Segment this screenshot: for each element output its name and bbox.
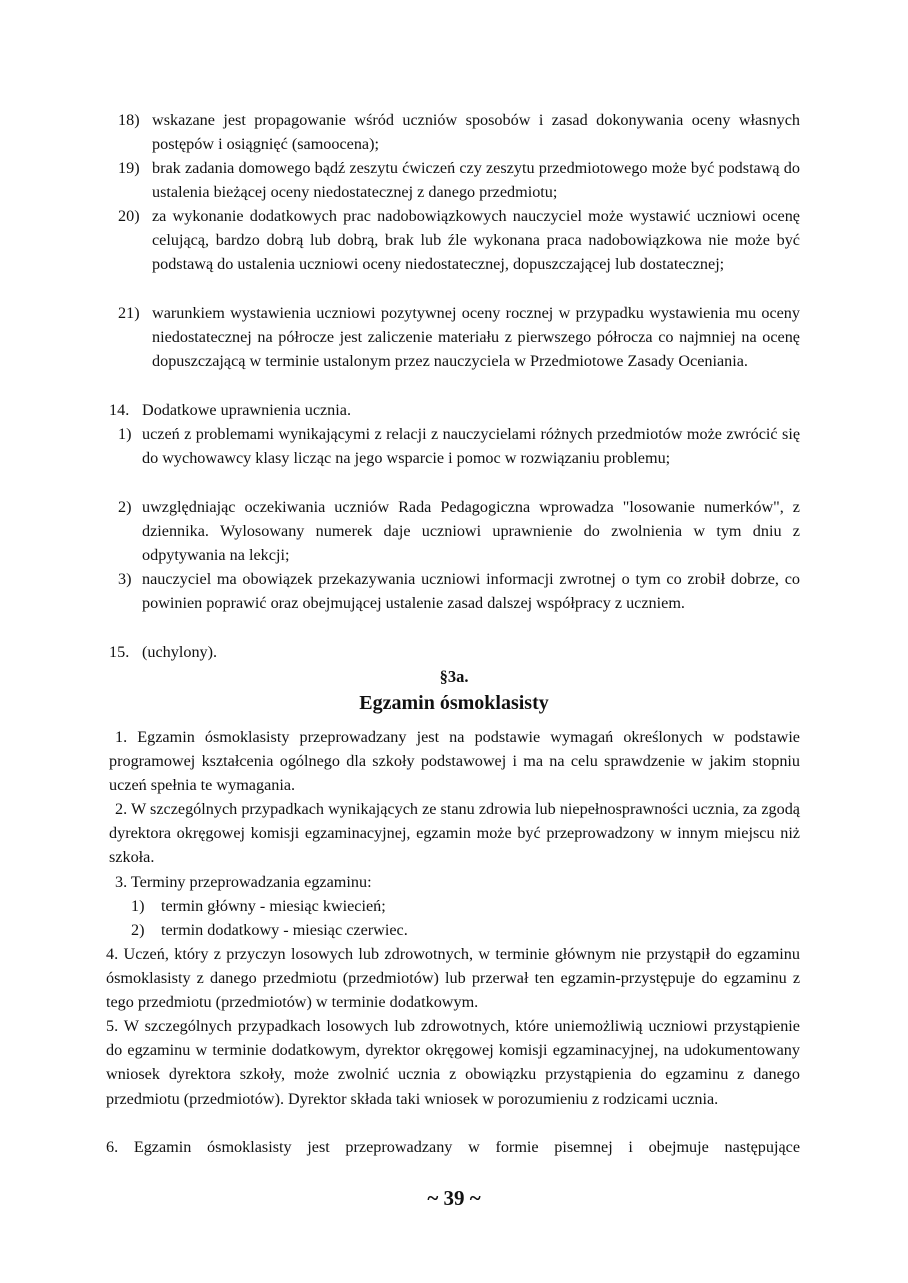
list-item-text: za wykonanie dodatkowych prac nadobowiązkowych nauczyciel może wystawić uczniowi ocenę celującą, bardzo dobrą lub dobrą, brak lub źle wykonana praca nadobowiązkowa nie może być podstawą do ustalenia uczniowi oceny niedostatecznej, dopuszczającej lub dostatecznej; bbox=[152, 207, 800, 274]
list-item-21 bbox=[118, 301, 800, 374]
list-item-text: warunkiem wystawienia uczniowi pozytywnej oceny rocznej w przypadku wystawienia mu oceny niedostatecznej na półrocze jest zaliczenie materiału z pierwszego półrocza co najmniej na ocenę dopuszczającą w terminie ustalonym przez nauczyciela w Przedmiotowe Zasady Oceniania. bbox=[152, 304, 800, 371]
section-item-text: (uchylony). bbox=[142, 643, 218, 661]
paragraph-text: W szczególnych przypadkach losowych lub zdrowotnych, które uniemożliwią uczniowi przystąpienie do egzaminu w terminie dodatkowym, dyrektor okręgowej komisji egzaminacyjnej, na udokumentowany wniosek dyrektora szkoły, może zwolnić ucznia z obowiązku przystąpienia do egzaminu z danego przedmiotu (przedmiotów). Dyrektor składa taki wniosek w porozumieniu z rodzicami ucznia. bbox=[106, 1017, 800, 1108]
section-item-number: 15. bbox=[109, 643, 130, 661]
section-item-15 bbox=[109, 640, 800, 664]
term-text: termin dodatkowy - miesiąc czerwiec. bbox=[161, 921, 408, 939]
sub-item-1 bbox=[118, 422, 800, 470]
paragraph-1 bbox=[109, 725, 800, 798]
paragraph-number: 2. bbox=[115, 800, 128, 818]
term-item-1 bbox=[131, 894, 791, 918]
paragraph-number: 6. bbox=[106, 1138, 119, 1156]
section-mark: §3a. bbox=[439, 667, 469, 686]
paragraph-2 bbox=[109, 797, 800, 870]
term-number: 1) bbox=[131, 897, 145, 915]
section-item-text: Dodatkowe uprawnienia ucznia. bbox=[142, 401, 352, 419]
sub-item-2 bbox=[118, 495, 800, 568]
sub-item-3 bbox=[118, 567, 800, 615]
paragraph-number: 3. bbox=[115, 873, 128, 891]
list-item-text: wskazane jest propagowanie wśród uczniów sposobów i zasad dokonywania oceny własnych postępów i osiągnięć (samoocena); bbox=[152, 111, 800, 154]
sub-item-text: nauczyciel ma obowiązek przekazywania uczniowi informacji zwrotnej o tym co zrobił dobrze, co powinien poprawić oraz obejmującej ustalenie zasad dalszej współpracy z uczniem. bbox=[142, 570, 800, 613]
list-item-text: brak zadania domowego bądź zeszytu ćwiczeń czy zeszytu przedmiotowego może być podstawą do ustalenia bieżącej oceny niedostatecznej z danego przedmiotu; bbox=[152, 159, 800, 202]
section-title: Egzamin ósmoklasisty bbox=[359, 692, 549, 714]
paragraph-text: W szczególnych przypadkach wynikających ze stanu zdrowia lub niepełnosprawności ucznia, za zgodą dyrektora okręgowej komisji egzaminacyjnej, egzamin może być przeprowadzony w innym miejscu niż szkoła. bbox=[109, 800, 800, 867]
section-item-14 bbox=[109, 398, 800, 422]
sub-item-text: uczeń z problemami wynikającymi z relacji z nauczycielami różnych przedmiotów może zwrócić się do wychowawcy klasy licząc na jego wsparcie i pomoc w rozwiązaniu problemu; bbox=[142, 425, 800, 468]
paragraph-number: 5. bbox=[106, 1017, 119, 1035]
sub-item-number: 1) bbox=[118, 425, 132, 443]
paragraph-number: 1. bbox=[115, 728, 128, 746]
section-item-number: 14. bbox=[109, 401, 130, 419]
term-text: termin główny - miesiąc kwiecień; bbox=[161, 897, 386, 915]
paragraph-text: Egzamin ósmoklasisty jest przeprowadzany w formie pisemnej i obejmuje następujące bbox=[133, 1138, 801, 1156]
list-item-number: 20) bbox=[118, 207, 140, 225]
sub-item-text: uwzględniając oczekiwania uczniów Rada Pedagogiczna wprowadza "losowanie numerków", z dziennika. Wylosowany numerek daje uczniowi uprawnienie do zwolnienia w tym dniu z odpytywania na lekcji; bbox=[142, 498, 800, 565]
paragraph-text: Terminy przeprowadzania egzaminu: bbox=[130, 873, 372, 891]
paragraph-4 bbox=[106, 942, 800, 1015]
paragraph-6 bbox=[106, 1135, 800, 1159]
list-item-20 bbox=[118, 204, 800, 277]
paragraph-3 bbox=[109, 870, 800, 894]
paragraph-text: Uczeń, który z przyczyn losowych lub zdrowotnych, w terminie głównym nie przystąpił do egzaminu ósmoklasisty z danego przedmiotu (przedmiotów) lub przerwał ten egzamin-przystępuje do egzaminu z tego przedmiotu (przedmiotów) w terminie dodatkowym. bbox=[106, 945, 800, 1012]
sub-item-number: 2) bbox=[118, 498, 132, 516]
list-item-number: 21) bbox=[118, 304, 140, 322]
sub-item-number: 3) bbox=[118, 570, 132, 588]
list-item-19 bbox=[118, 156, 800, 204]
paragraph-number: 4. bbox=[106, 945, 119, 963]
term-number: 2) bbox=[131, 921, 145, 939]
page-number: ~ 39 ~ bbox=[427, 1186, 481, 1210]
list-item-number: 19) bbox=[118, 159, 140, 177]
paragraph-5 bbox=[106, 1014, 800, 1111]
paragraph-text: Egzamin ósmoklasisty przeprowadzany jest na podstawie wymagań określonych w podstawie programowej kształcenia ogólnego dla szkoły podstawowej i ma na celu sprawdzenie w jakim stopniu uczeń spełnia te wymagania. bbox=[109, 728, 800, 795]
list-item-18 bbox=[118, 108, 800, 156]
list-item-number: 18) bbox=[118, 111, 140, 129]
term-item-2 bbox=[131, 918, 791, 942]
